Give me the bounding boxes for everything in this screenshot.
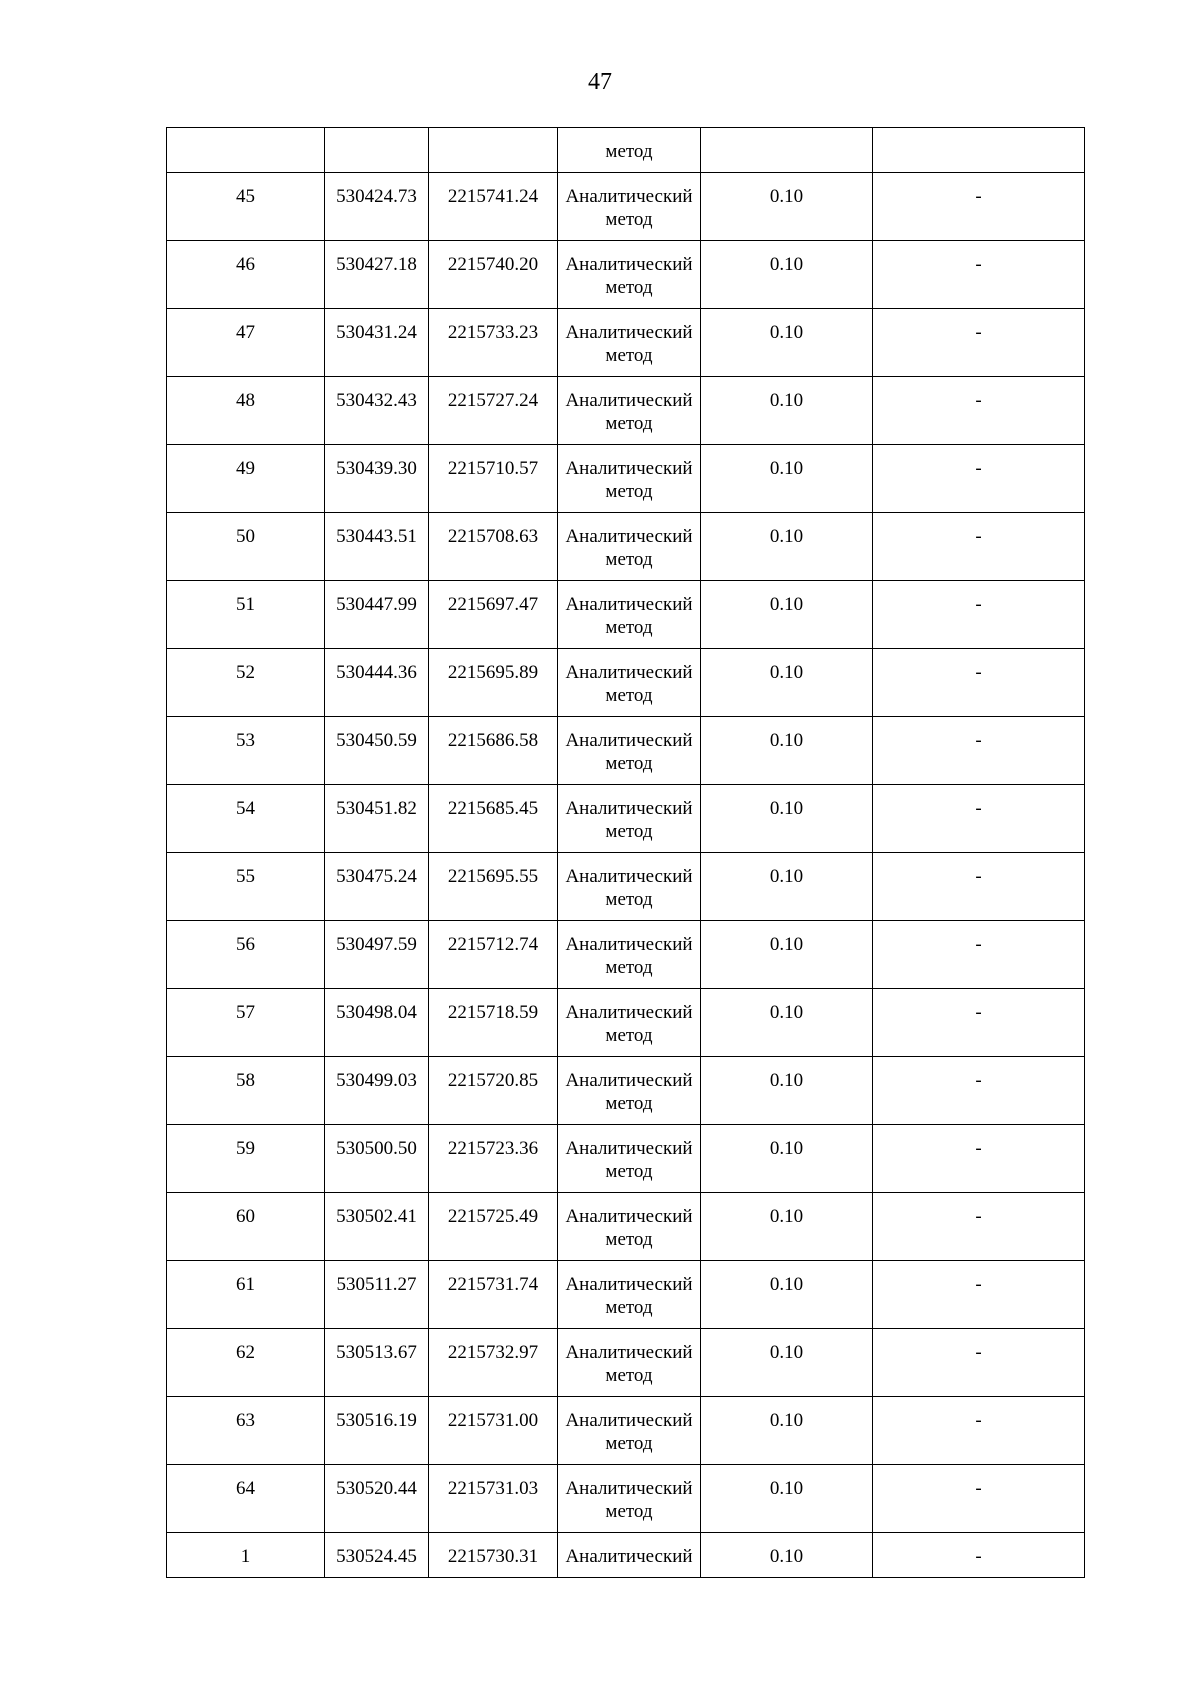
method-line-2: метод — [605, 685, 653, 706]
cell-accuracy: 0.10 — [701, 173, 873, 241]
cell-x: 530498.04 — [325, 989, 429, 1057]
cell-accuracy: 0.10 — [701, 377, 873, 445]
cell-accuracy: 0.10 — [701, 241, 873, 309]
cell-x: 530520.44 — [325, 1465, 429, 1533]
cell-method: метод — [558, 128, 701, 173]
cell-x: 530447.99 — [325, 581, 429, 649]
cell-x: 530439.30 — [325, 445, 429, 513]
method-line-1: Аналитический — [565, 458, 693, 479]
cell-y: 2215731.03 — [429, 1465, 558, 1533]
cell-accuracy: 0.10 — [701, 1125, 873, 1193]
cell-point: 45 — [167, 173, 325, 241]
table-row — [167, 173, 1085, 241]
cell-note: - — [873, 1397, 1085, 1465]
cell-method — [558, 649, 701, 717]
cell-method — [558, 989, 701, 1057]
cell-y: 2215710.57 — [429, 445, 558, 513]
coordinates-table — [166, 127, 1085, 1578]
table-row — [167, 1057, 1085, 1125]
coordinates-table-body — [167, 128, 1085, 1578]
method-line-1: Аналитический — [565, 1070, 693, 1091]
method-line-1: Аналитический — [565, 594, 693, 615]
cell-point: 54 — [167, 785, 325, 853]
method-line-2: метод — [605, 821, 653, 842]
cell-note: - — [873, 445, 1085, 513]
cell-x: 530502.41 — [325, 1193, 429, 1261]
table-row — [167, 717, 1085, 785]
cell-y: 2215695.89 — [429, 649, 558, 717]
cell-point: 62 — [167, 1329, 325, 1397]
cell-accuracy: 0.10 — [701, 1057, 873, 1125]
method-line-2: метод — [605, 1093, 653, 1114]
method-line-1: Аналитический — [565, 798, 693, 819]
method-line-1: Аналитический — [565, 730, 693, 751]
cell-note: - — [873, 1193, 1085, 1261]
cell-y: 2215712.74 — [429, 921, 558, 989]
cell-point: 64 — [167, 1465, 325, 1533]
method-line-1: Аналитический — [565, 934, 693, 955]
cell-point: 58 — [167, 1057, 325, 1125]
table-row — [167, 377, 1085, 445]
cell-accuracy: 0.10 — [701, 649, 873, 717]
cell-method — [558, 1533, 701, 1578]
cell-note: - — [873, 309, 1085, 377]
method-line-2: метод — [605, 617, 653, 638]
cell-x: 530427.18 — [325, 241, 429, 309]
cell-method — [558, 853, 701, 921]
cell-x: 530497.59 — [325, 921, 429, 989]
cell-accuracy: 0.10 — [701, 513, 873, 581]
cell-method — [558, 445, 701, 513]
cell-note: - — [873, 717, 1085, 785]
cell-y: 2215730.31 — [429, 1533, 558, 1578]
cell-note: - — [873, 853, 1085, 921]
cell-point: 1 — [167, 1533, 325, 1578]
table-row — [167, 241, 1085, 309]
cell-note: - — [873, 241, 1085, 309]
cell-x: 530443.51 — [325, 513, 429, 581]
cell-note: - — [873, 513, 1085, 581]
method-line-2: метод — [605, 889, 653, 910]
cell-accuracy: 0.10 — [701, 1261, 873, 1329]
cell-x: 530513.67 — [325, 1329, 429, 1397]
table-row — [167, 649, 1085, 717]
cell-x: 530475.24 — [325, 853, 429, 921]
cell-y: 2215733.23 — [429, 309, 558, 377]
method-line-1: Аналитический — [565, 1546, 693, 1567]
cell-accuracy — [701, 128, 873, 173]
cell-note: - — [873, 1057, 1085, 1125]
cell-y: 2215720.85 — [429, 1057, 558, 1125]
cell-note: - — [873, 173, 1085, 241]
cell-point: 56 — [167, 921, 325, 989]
table-row — [167, 1193, 1085, 1261]
cell-point: 55 — [167, 853, 325, 921]
table-row — [167, 989, 1085, 1057]
page-number: 47 — [588, 69, 612, 95]
cell-accuracy: 0.10 — [701, 309, 873, 377]
cell-point: 49 — [167, 445, 325, 513]
cell-point: 50 — [167, 513, 325, 581]
method-line-1: Аналитический — [565, 186, 693, 207]
cell-note: - — [873, 989, 1085, 1057]
cell-note — [873, 128, 1085, 173]
method-line-2: метод — [605, 1229, 653, 1250]
method-line-2: метод — [605, 413, 653, 434]
cell-y: 2215695.55 — [429, 853, 558, 921]
method-line-1: Аналитический — [565, 254, 693, 275]
method-line-1: Аналитический — [565, 866, 693, 887]
table-row — [167, 1329, 1085, 1397]
table-row — [167, 853, 1085, 921]
cell-point — [167, 128, 325, 173]
cell-y: 2215741.24 — [429, 173, 558, 241]
cell-y: 2215708.63 — [429, 513, 558, 581]
cell-x: 530431.24 — [325, 309, 429, 377]
method-line-1: Аналитический — [565, 390, 693, 411]
cell-method — [558, 717, 701, 785]
table-row — [167, 1397, 1085, 1465]
method-line-2: метод — [605, 277, 653, 298]
table-row — [167, 785, 1085, 853]
cell-accuracy: 0.10 — [701, 1465, 873, 1533]
cell-x: 530450.59 — [325, 717, 429, 785]
method-line-2: метод — [605, 1297, 653, 1318]
method-line-2: метод — [605, 1501, 653, 1522]
cell-method — [558, 1397, 701, 1465]
cell-point: 47 — [167, 309, 325, 377]
method-line-1: Аналитический — [565, 1342, 693, 1363]
cell-y: 2215731.00 — [429, 1397, 558, 1465]
cell-note: - — [873, 649, 1085, 717]
cell-method — [558, 1193, 701, 1261]
table-row — [167, 1125, 1085, 1193]
cell-point: 61 — [167, 1261, 325, 1329]
cell-method — [558, 1261, 701, 1329]
cell-x: 530500.50 — [325, 1125, 429, 1193]
cell-note: - — [873, 1261, 1085, 1329]
method-line-1: Аналитический — [565, 1002, 693, 1023]
cell-accuracy: 0.10 — [701, 445, 873, 513]
cell-x: 530524.45 — [325, 1533, 429, 1578]
method-line-2: метод — [605, 957, 653, 978]
cell-accuracy: 0.10 — [701, 853, 873, 921]
cell-y: 2215740.20 — [429, 241, 558, 309]
method-line-1: Аналитический — [565, 1478, 693, 1499]
cell-accuracy: 0.10 — [701, 1193, 873, 1261]
cell-note: - — [873, 377, 1085, 445]
cell-accuracy: 0.10 — [701, 1397, 873, 1465]
cell-point: 51 — [167, 581, 325, 649]
cell-method — [558, 581, 701, 649]
cell-x: 530451.82 — [325, 785, 429, 853]
cell-x: 530499.03 — [325, 1057, 429, 1125]
cell-note: - — [873, 581, 1085, 649]
cell-x: 530444.36 — [325, 649, 429, 717]
method-line-2: метод — [605, 481, 653, 502]
cell-point: 57 — [167, 989, 325, 1057]
cell-note: - — [873, 785, 1085, 853]
method-line-2: метод — [605, 209, 653, 230]
cell-accuracy: 0.10 — [701, 717, 873, 785]
cell-y: 2215732.97 — [429, 1329, 558, 1397]
cell-method — [558, 1465, 701, 1533]
method-line-2: метод — [605, 1025, 653, 1046]
cell-note: - — [873, 921, 1085, 989]
cell-accuracy: 0.10 — [701, 1329, 873, 1397]
cell-method — [558, 1057, 701, 1125]
cell-method — [558, 1125, 701, 1193]
cell-accuracy: 0.10 — [701, 989, 873, 1057]
cell-x: 530424.73 — [325, 173, 429, 241]
cell-method — [558, 241, 701, 309]
cell-point: 59 — [167, 1125, 325, 1193]
cell-method — [558, 1329, 701, 1397]
cell-y: 2215725.49 — [429, 1193, 558, 1261]
cell-x: 530432.43 — [325, 377, 429, 445]
cell-y: 2215686.58 — [429, 717, 558, 785]
method-line-2: метод — [605, 1365, 653, 1386]
cell-note: - — [873, 1125, 1085, 1193]
cell-y: 2215718.59 — [429, 989, 558, 1057]
cell-note: - — [873, 1465, 1085, 1533]
method-line-1: Аналитический — [565, 1274, 693, 1295]
method-line-1: Аналитический — [565, 526, 693, 547]
table-row — [167, 921, 1085, 989]
cell-method — [558, 309, 701, 377]
table-row — [167, 309, 1085, 377]
cell-y: 2215731.74 — [429, 1261, 558, 1329]
method-line-1: Аналитический — [565, 1206, 693, 1227]
cell-method — [558, 173, 701, 241]
method-line-2: метод — [605, 345, 653, 366]
table-row — [167, 581, 1085, 649]
cell-point: 63 — [167, 1397, 325, 1465]
cell-method — [558, 921, 701, 989]
table-row — [167, 513, 1085, 581]
cell-accuracy: 0.10 — [701, 921, 873, 989]
method-line-2: метод — [605, 1161, 653, 1182]
cell-point: 46 — [167, 241, 325, 309]
method-line-2: метод — [605, 1433, 653, 1454]
cell-method — [558, 377, 701, 445]
cell-accuracy: 0.10 — [701, 581, 873, 649]
cell-x — [325, 128, 429, 173]
cell-y: 2215727.24 — [429, 377, 558, 445]
cell-note: - — [873, 1329, 1085, 1397]
table-row-continued — [167, 128, 1085, 173]
cell-y: 2215685.45 — [429, 785, 558, 853]
cell-x: 530516.19 — [325, 1397, 429, 1465]
method-line-1: Аналитический — [565, 1410, 693, 1431]
cell-point: 48 — [167, 377, 325, 445]
table-row — [167, 1465, 1085, 1533]
cell-method — [558, 513, 701, 581]
cell-point: 53 — [167, 717, 325, 785]
method-line-1: Аналитический — [565, 662, 693, 683]
cell-method — [558, 785, 701, 853]
cell-y — [429, 128, 558, 173]
table-row — [167, 1261, 1085, 1329]
method-line-2: метод — [605, 549, 653, 570]
cell-y: 2215723.36 — [429, 1125, 558, 1193]
cell-x: 530511.27 — [325, 1261, 429, 1329]
cell-accuracy: 0.10 — [701, 785, 873, 853]
cell-note: - — [873, 1533, 1085, 1578]
table-row — [167, 445, 1085, 513]
method-line-1: Аналитический — [565, 322, 693, 343]
cell-accuracy: 0.10 — [701, 1533, 873, 1578]
cell-point: 60 — [167, 1193, 325, 1261]
method-line-1: Аналитический — [565, 1138, 693, 1159]
cell-y: 2215697.47 — [429, 581, 558, 649]
method-line-2: метод — [605, 753, 653, 774]
table-row-partial — [167, 1533, 1085, 1578]
cell-point: 52 — [167, 649, 325, 717]
